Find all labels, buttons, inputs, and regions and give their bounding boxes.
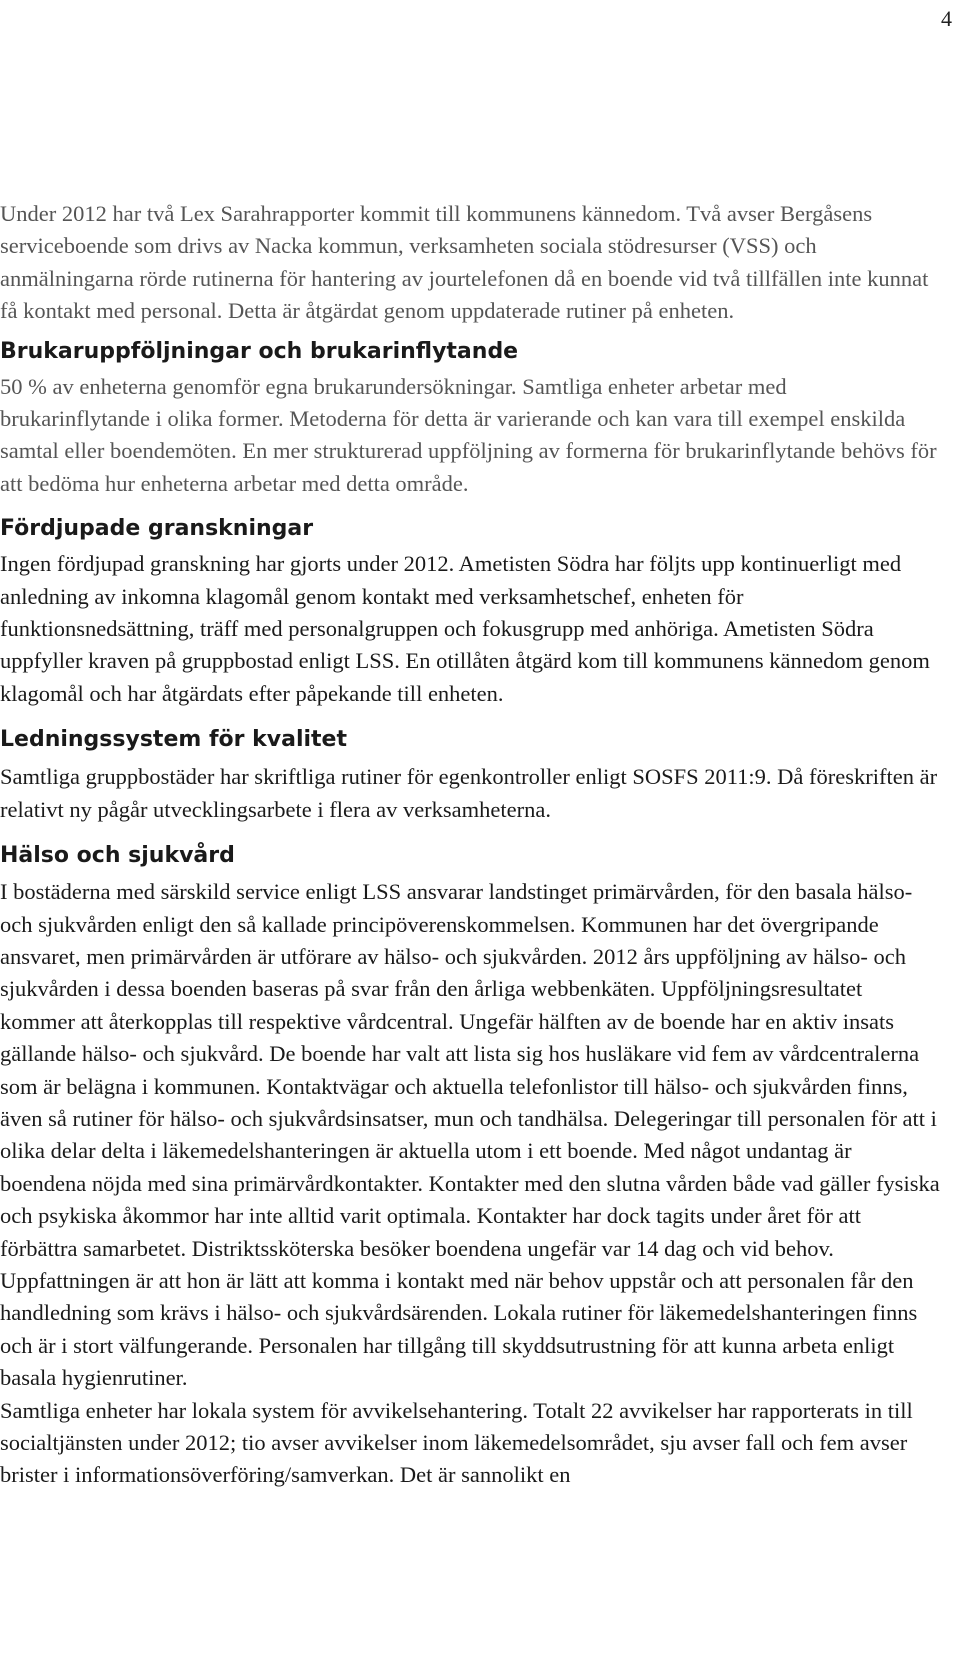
fordjupade-paragraph: Ingen fördjupad granskning har gjorts under 2012. Ametisten Södra har följts upp kontinuerligt med anledning av inkomna klagomål genom kontakt med verksamhetschef, enheten för funktionsnedsättning, träff med personalgruppen och fokusgrupp med anhöriga. Ametisten Södra uppfyller kraven på gruppbostad enligt LSS. En otillåten åtgärd kom till kommunens kännedom genom klagomål och har åtgärdats efter påpekande till enheten. [0, 551, 930, 706]
brukar-paragraph: 50 % av enheterna genomför egna brukarundersökningar. Samtliga enheter arbetar med brukarinflytande i olika former. Metoderna för detta är varierande och kan vara till exempel enskilda samtal eller boendemöten. En mer strukturerad uppföljning av formerna för brukarinflytande behövs för att bedöma hur enheterna arbetar med detta område. [0, 373, 937, 496]
halso-paragraph: I bostäderna med särskild service enligt LSS ansvarar landstinget primärvården, för den basala hälso- och sjukvården enligt den så kallade principöverenskommelsen. Kommunen har det övergripande ansvaret, men primärvården är utförare av hälso- och sjukvården. 2012 års uppföljning av hälso- och sjukvården i dessa boenden baseras på svar från den årliga webbenkäten. Uppföljningsresultatet kommer att återkopplas till respektive vårdcentral. Ungefär hälften av de boende har en aktiv insats gällande hälso- och sjukvård. De boende har valt att lista sig hos husläkare vid fem av vårdcentralerna som är belägna i kommunen. Kontaktvägar och aktuella telefonlistor till hälso- och sjukvården finns, även så rutiner för hälso- och sjukvårdsinsatser, mun och tandhälsa. Delegeringar till personalen för att i olika delar delta i läkemedelshanteringen är aktuella utom i ett boende. Med något undantag är boendena nöjda med sina primärvårdkontakter. Kontakter med den slutna vården både vad gäller fysiska och psykiska åkommor har inte alltid varit optimala. Kontakter har dock tagits under året för att förbättra samarbetet. Distriktssköterska besöker boendena ungefär var 14 dag och vid behov. Uppfattningen är att hon är lätt att komma i kontakt med när behov uppstår och att personalen får den handledning som krävs i hälso- och sjukvårdsärenden. Lokala rutiner för läkemedelshanteringen finns och är i stort välfungerande. Personalen har tillgång till skyddsutrustning för att kunna arbeta enligt basala hygienrutiner. [0, 879, 940, 1391]
intro-paragraph: Under 2012 har två Lex Sarahrapporter kommit till kommunens kännedom. Två avser Bergåsens serviceboende som drivs av Nacka kommun, verksamheten sociala stödresurser (VSS) och anmälningarna rörde rutinerna för hantering av jourtelefonen då en boende vid två tillfällen inte kunnat få kontakt med personal. Detta är åtgärdat genom uppdaterade rutiner på enheten. [0, 201, 929, 324]
document-body [0, 198, 940, 1492]
page-number: 4 [941, 6, 952, 31]
avvikelse-paragraph: Samtliga enheter har lokala system för avvikelsehantering. Totalt 22 avvikelser har rapporterats in till socialtjänsten under 2012; tio avser avvikelser inom läkemedelsområdet, sju avser fall och fem avser brister i informationsöverföring/samverkan. Det är sannolikt en [0, 1397, 913, 1488]
heading-fordjupade-granskningar: Fördjupade granskningar [0, 516, 314, 542]
heading-halso-och-sjukvard: Hälso och sjukvård [0, 843, 235, 869]
ledning-paragraph: Samtliga gruppbostäder har skriftliga rutiner för egenkontroller enligt SOSFS 2011:9. Då föreskriften är relativt ny pågår utvecklingsarbete i flera av verksamheterna. [0, 764, 938, 822]
heading-brukaruppfoljningar: Brukaruppföljningar och brukarinflytande [0, 338, 519, 364]
heading-ledningssystem: Ledningssystem för kvalitet [0, 727, 347, 753]
